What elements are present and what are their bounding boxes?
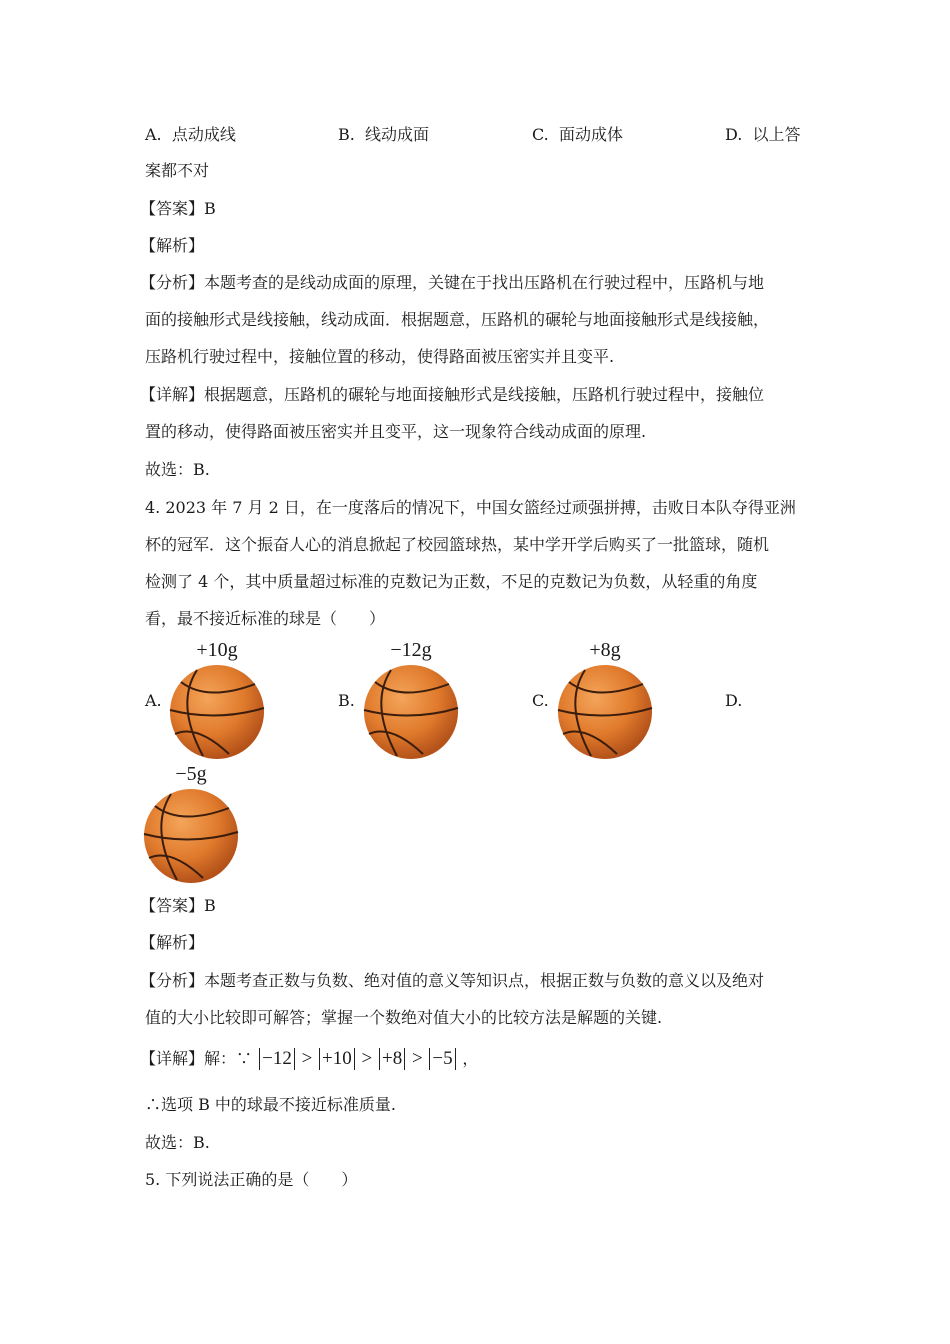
- q4-option-c-letter: C.: [532, 691, 549, 710]
- abs-inequality: [257, 1048, 462, 1069]
- q4-option-b-figure: [361, 638, 461, 762]
- q3-analysis-line: 面的接触形式是线接触，线动成面．根据题意，压路机的碾轮与地面接触形式是线接触，: [145, 310, 770, 329]
- q3-analysis-line: 压路机行驶过程中，接触位置的移动，使得路面被压密实并且变平.: [145, 347, 615, 366]
- q4-jiexi-heading: 【解析】: [140, 933, 205, 952]
- q3-choose: 故选：B.: [145, 460, 210, 479]
- q3-option-c: [532, 124, 623, 146]
- q4-option-a-letter: A.: [145, 691, 162, 710]
- detail-prefix: 【详解】解：∵: [140, 1049, 253, 1068]
- weight-label: +8g: [589, 639, 621, 661]
- option-text: 面动成体: [558, 125, 623, 144]
- q4-analysis-line: 值的大小比较即可解答；掌握一个数绝对值大小的比较方法是解题的关键.: [145, 1008, 663, 1027]
- gt-sign: >: [361, 1048, 373, 1069]
- option-letter: D.: [725, 125, 743, 144]
- basketball-icon: [143, 788, 243, 884]
- option-letter: A.: [145, 125, 162, 144]
- q3-jiexi-heading: 【解析】: [140, 236, 205, 255]
- detail-suffix: ，: [462, 1049, 479, 1068]
- gt-sign: >: [301, 1048, 313, 1069]
- q4-choose: 故选：B.: [145, 1133, 210, 1152]
- q4-stem-line: 杯的冠军．这个振奋人心的消息掀起了校园篮球热，某中学开学后购买了一批篮球，随机: [145, 535, 770, 554]
- basketball-icon: [361, 664, 461, 760]
- abs-value: +8: [379, 1048, 405, 1070]
- q4-stem-line: 检测了 4 个，其中质量超过标准的克数记为正数，不足的克数记为负数，从轻重的角度: [145, 572, 758, 591]
- basketball-icon: [167, 664, 267, 760]
- q3-option-d: [725, 124, 801, 146]
- q4-answer: 【答案】B: [140, 896, 216, 915]
- q3-detail-line: 【详解】根据题意，压路机的碾轮与地面接触形式是线接触，压路机行驶过程中，接触位: [140, 385, 765, 404]
- q4-analysis-line: 【分析】本题考查正数与负数、绝对值的意义等知识点，根据正数与负数的意义以及绝对: [140, 971, 765, 990]
- q4-option-b-letter: B.: [338, 691, 355, 710]
- q4-detail: [140, 1048, 478, 1070]
- q4-option-c-figure: [555, 638, 655, 762]
- abs-value: +10: [319, 1048, 355, 1070]
- q4-option-d-figure: [143, 762, 243, 886]
- q4-option-d-letter: D.: [725, 691, 743, 710]
- option-letter: B.: [338, 125, 355, 144]
- q3-option-b: [338, 124, 429, 146]
- option-letter: C.: [532, 125, 549, 144]
- q3-detail-line: 置的移动，使得路面被压密实并且变平，这一现象符合线动成面的原理.: [145, 422, 647, 441]
- q4-therefore: ∴选项 B 中的球最不接近标准质量.: [145, 1095, 397, 1114]
- abs-value: −5: [429, 1048, 455, 1070]
- q4-stem-line: 4. 2023 年 7 月 2 日，在一度落后的情况下，中国女篮经过顽强拼搏，击败日本队夺得亚洲: [145, 498, 796, 517]
- q3-option-d-continuation: 案都不对: [145, 161, 210, 180]
- option-text: 线动成面: [365, 125, 430, 144]
- weight-label: −12g: [390, 639, 432, 661]
- option-text: 点动成线: [171, 125, 236, 144]
- q3-analysis-line: 【分析】本题考查的是线动成面的原理，关键在于找出压路机在行驶过程中，压路机与地: [140, 273, 765, 292]
- abs-value: −12: [259, 1048, 295, 1070]
- q5-stem: 5. 下列说法正确的是（ ）: [145, 1170, 358, 1189]
- q3-option-a: [145, 124, 236, 146]
- weight-label: −5g: [175, 763, 207, 785]
- gt-sign: >: [411, 1048, 423, 1069]
- q3-answer: 【答案】B: [140, 199, 216, 218]
- basketball-icon: [555, 664, 655, 760]
- weight-label: +10g: [196, 639, 238, 661]
- option-text: 以上答: [752, 125, 801, 144]
- q4-option-a-figure: [167, 638, 267, 762]
- q4-stem-line: 看，最不接近标准的球是（ ）: [145, 609, 386, 628]
